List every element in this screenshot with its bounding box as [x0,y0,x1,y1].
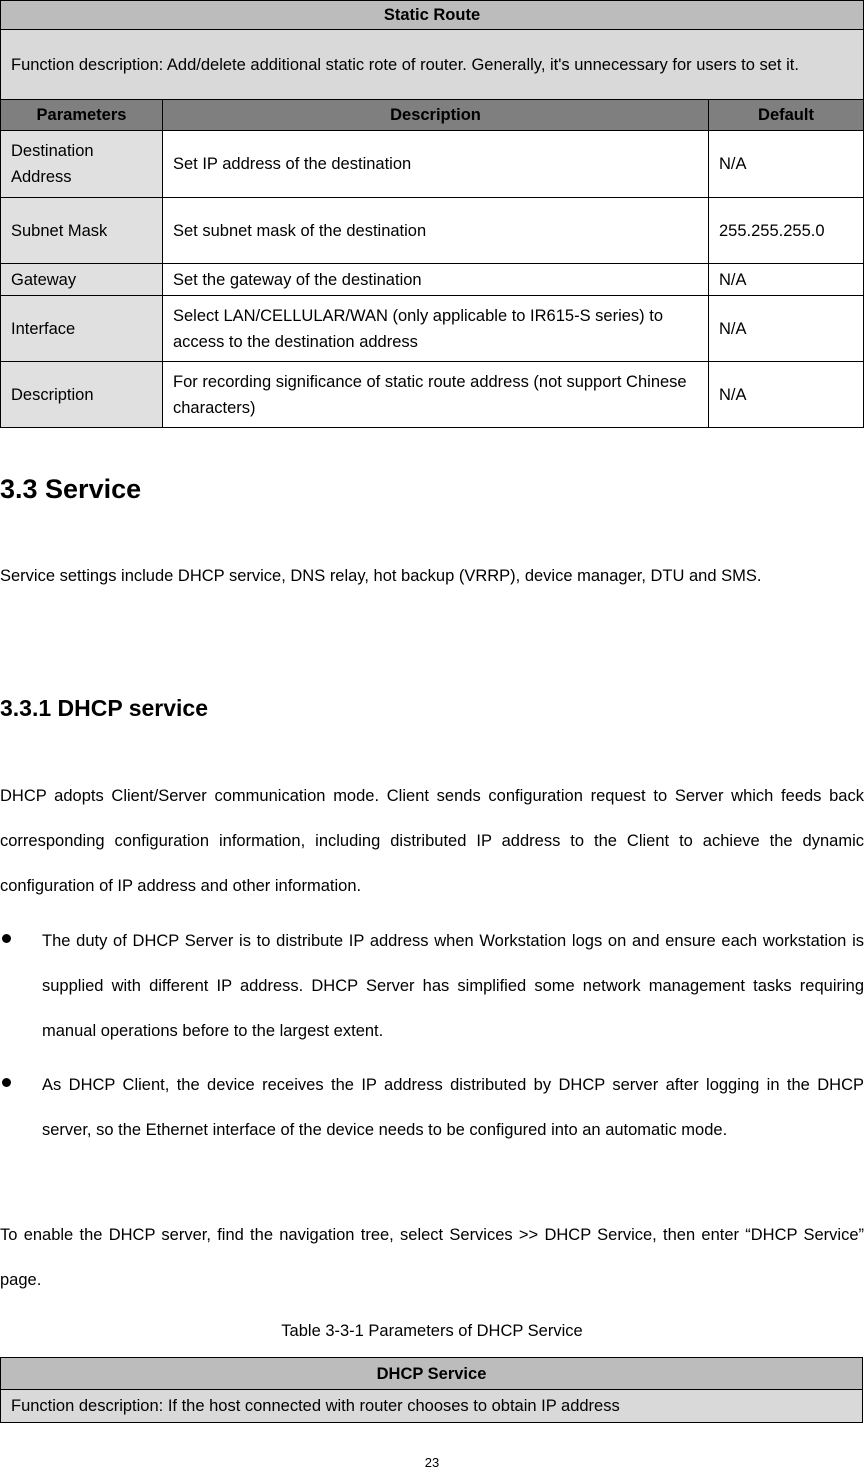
dhcp-service-table [0,1357,863,1423]
header-parameters: Parameters [1,100,163,131]
param-cell: Subnet Mask [1,198,163,264]
default-cell: N/A [709,362,864,428]
desc-cell: Select LAN/CELLULAR/WAN (only applicable to IR615-S series) to access to the destination address [163,296,709,362]
desc-cell: Set IP address of the destination [163,131,709,198]
param-cell: Destination Address [1,131,163,198]
param-cell: Interface [1,296,163,362]
header-default: Default [709,100,864,131]
section-intro: Service settings include DHCP service, DNS relay, hot backup (VRRP), device manager, DTU and SMS. [0,567,762,585]
desc-cell: For recording significance of static route address (not support Chinese characters) [163,362,709,428]
section-heading: 3.3 Service [0,474,142,504]
default-cell: N/A [709,131,864,198]
param-cell: Gateway [1,264,163,296]
table-row [1,198,864,264]
dhcp-intro-paragraph: DHCP adopts Client/Server communication mode. Client sends configuration request to Server which feeds back corresponding configuration information, including distributed IP address to the Client to achieve the dynamic configuration of IP address and other information. [0,787,864,895]
param-cell: Description [1,362,163,428]
table-caption: Table 3-3-1 Parameters of DHCP Service [281,1322,583,1340]
static-route-function-desc: Function description: Add/delete additional static rote of router. Generally, it's unnecessary for users to set it. [1,30,864,100]
desc-cell: Set subnet mask of the destination [163,198,709,264]
table-row [1,296,864,362]
static-route-title: Static Route [1,1,864,30]
dhcp-enable-paragraph: To enable the DHCP server, find the navigation tree, select Services >> DHCP Service, then enter “DHCP Service” page. [0,1226,864,1289]
default-cell: N/A [709,264,864,296]
header-description: Description [163,100,709,131]
dhcp-table-title: DHCP Service [1,1358,863,1390]
default-cell: N/A [709,296,864,362]
table-row [1,264,864,296]
page-number: 23 [424,1455,440,1470]
bullet-text: As DHCP Client, the device receives the IP address distributed by DHCP server after logging in the DHCP server, so the Ethernet interface of the device needs to be configured into an automatic mode. [42,1076,864,1139]
dhcp-function-desc: Function description: If the host connected with router chooses to obtain IP address [1,1390,863,1423]
bullet-icon [2,1078,11,1087]
bullet-text: The duty of DHCP Server is to distribute IP address when Workstation logs on and ensure each workstation is supplied with different IP address. DHCP Server has simplified some network management tasks requiring manual operations before to the largest extent. [42,932,864,1040]
list-item [0,919,864,1054]
table-row [1,362,864,428]
subsection-heading: 3.3.1 DHCP service [0,695,208,721]
list-item [0,1063,864,1153]
static-route-table [0,0,864,428]
bullet-icon [2,934,11,943]
desc-cell: Set the gateway of the destination [163,264,709,296]
default-cell: 255.255.255.0 [709,198,864,264]
table-row [1,131,864,198]
